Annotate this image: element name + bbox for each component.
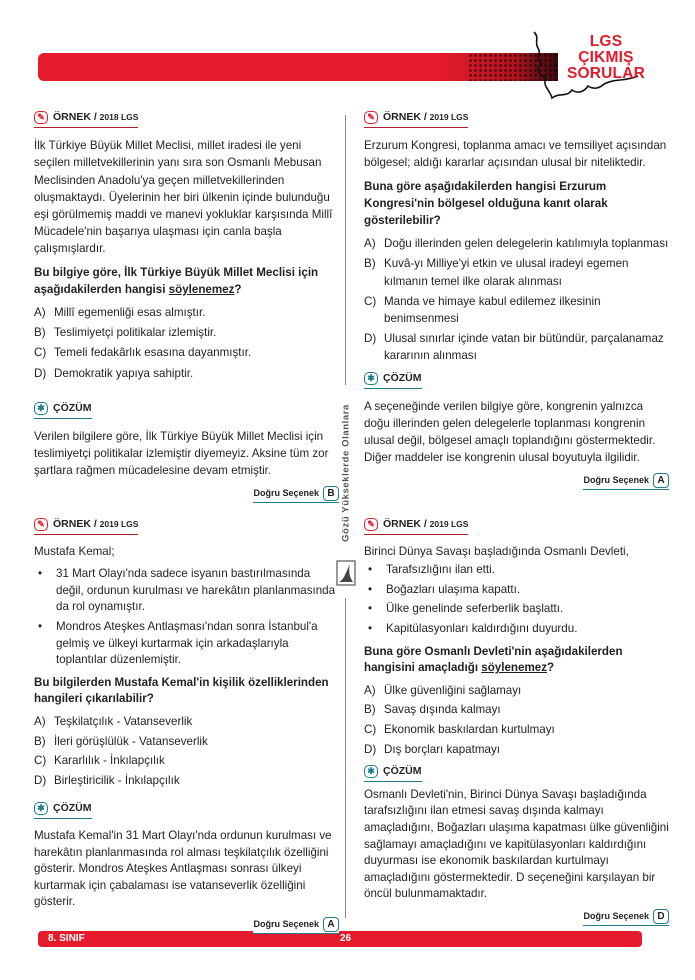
correct-answer [364,473,669,490]
example-card [364,108,669,490]
answer-badge: A [323,917,339,932]
option-b [34,324,339,341]
option-label: C) [34,346,47,360]
example-tag [34,516,138,535]
option-b [34,734,339,751]
column-divider [345,598,346,918]
question [364,644,669,677]
option-text: Kararlılık - İnkılapçılık [54,754,165,768]
header-banner [38,53,558,81]
premise-text: Boğazları ulaşıma kapattı. [386,582,521,596]
option-label: B) [34,734,46,748]
logo-line: LGS [589,33,623,50]
option-label: D) [34,773,47,787]
pin-icon: ✎ [34,111,48,124]
solution-title: ÇÖZÜM [53,401,92,414]
option-c [364,722,669,739]
option-a [364,235,669,252]
solution-tag [364,370,422,389]
option-label: B) [34,326,46,340]
question-text: Bu bilgilerden Mustafa Kemal'in kişilik özelliklerinden hangileri çıkarılabilir? [34,675,329,706]
option-c [34,344,339,361]
solution-title: ÇÖZÜM [53,802,92,815]
premise-item: • Tarafsızlığını ilan etti. [364,562,669,579]
option-d [34,365,339,382]
question-text: Bu bilgiye göre, İlk Türkiye Büyük Millet Meclisi için aşağıdakilerden hangisi [34,265,319,296]
side-slogan-text: Gözü Yükseklerde Olanlara [340,404,352,542]
grade-label: 8. SINIF [48,933,85,944]
option-text: Doğu illerinden gelen delegelerin katılımıyla toplanması [384,237,669,251]
option-c [364,293,669,327]
solution-tag [364,763,422,782]
option-c [34,753,339,770]
question-text: Buna göre aşağıdakilerden hangisi Erzurum Kongresi'nin bölgesel olduğuna kanıt olarak gösterilebilir? [364,179,608,228]
lightbulb-icon: ✱ [364,372,378,385]
option-label: B) [364,703,376,717]
question-emphasis: söylenemez [481,661,547,675]
example-tag [34,109,138,128]
premise-item: • Mondros Ateşkes Antlaşması'ndan sonra İstanbul'a gelmiş ve ülkeyi kurtarmak için arkadaşlarıyla toplantılar düzenlemiştir. [34,619,339,669]
example-intro: Birinci Dünya Savaşı başladığında Osmanlı Devleti, [364,544,629,558]
option-label: B) [364,257,376,271]
option-text: Ulusal sınırlar içinde vatan bir bütündür, parçalanamaz kararının alınması [384,332,664,363]
tag-year: 2018 LGS [99,112,139,122]
option-text: Manda ve himaye kabul edilemez ilkesinin benimsenmesi [384,294,601,326]
option-label: A) [34,306,46,320]
premise-item: • Kapitülasyonları kaldırdığını duyurdu. [364,621,669,638]
example-intro: Mustafa Kemal; [34,544,115,558]
pin-icon: ✎ [364,111,378,124]
tag-year: 2019 LGS [429,519,469,529]
answer-badge: B [323,486,339,501]
example-tag-label [53,516,138,533]
solution-text: Verilen bilgilere göre, İlk Türkiye Büyük Millet Meclisi için teslimiyetçi politikalar izlemiştir diyemeyiz. Aksine tüm zor şartlara rağmen mücadelesine devam etmiştir. [34,430,329,478]
solution-title: ÇÖZÜM [383,371,422,384]
option-label: D) [364,742,377,756]
solution-tag [34,800,92,819]
solution-text: A seçeneğinde verilen bilgiye göre, kongrenin yalnızca doğu illerinden gelen delegelerle toplanması kongrenin ulusal değil, bölgesel amaçlı toplandığını göstermektedir. Diğer maddeler ise kongrenin ulusal boyutuyla ilgilidir. [364,399,656,465]
question [364,178,669,230]
premise-list [364,562,669,637]
solution-text: Mustafa Kemal'in 31 Mart Olayı'nda ordunun kurulması ve harekâtın planlanmasında rol alması teşkilatçılık özelliğini gösterir. Mondros Ateşkes Antlaşması sonrası ülkeyi kurtarmak için çabalaması ise vatanseverlik özelliğini gösterir. [34,828,332,909]
option-text: Ülke güvenliğini sağlamayı [384,683,522,697]
answer-label: Doğru Seçenek [253,918,319,929]
premise-text: Mondros Ateşkes Antlaşması'ndan sonra İstanbul'a gelmiş ve ülkeyi kurtarmak için arkadaşlarıyla toplantılar düzenlemiştir. [56,619,318,667]
example-tag-label [53,109,138,126]
logo-line: ÇIKMIŞ [578,49,634,66]
option-label: A) [364,683,376,697]
option-text: İleri görüşlülük - Vatanseverlik [54,734,208,748]
page-number: 26 [340,933,352,944]
option-label: A) [364,237,376,251]
option-label: C) [364,722,377,736]
premise-item: • Boğazları ulaşıma kapattı. [364,582,669,599]
option-d [364,742,669,759]
logo-text [566,34,646,82]
option-label: D) [364,332,377,346]
correct-answer [34,486,339,503]
example-card [364,516,669,926]
option-b [364,702,669,719]
option-text: Savaş dışında kalmayı [384,703,501,717]
lightbulb-icon: ✱ [34,402,48,415]
option-a [364,683,669,700]
option-label: A) [34,714,46,728]
option-b [364,255,669,289]
option-a [34,304,339,321]
option-text: Ekonomik baskılardan kurtulmayı [384,722,555,736]
premise-text: Kapitülasyonları kaldırdığını duyurdu. [386,621,578,635]
premise-list [34,566,339,669]
answer-badge: D [653,909,669,924]
premise-text: Tarafsızlığını ilan etti. [386,563,495,577]
tag-main: ÖRNEK / [53,518,100,530]
option-text: Dış borçları kapatmayı [384,742,500,756]
example-tag-label [383,109,468,126]
solution-text: Osmanlı Devleti'nin, Birinci Dünya Savaşı başladığında tarafsızlığını ilan etmesi savaş dışında kalmayı amaçladığını, Boğazları ulaşıma kapatması ülke güvenliğini sağlamayı amaçladığını ve kapitülasyonları kaldırdığını duyurması ise ekonomik baskılardan kurtulmayı amaçladığını göstermektedir. D seçeneğini karşılayan bir öncül bulunmamaktadır. [364,787,669,901]
question-emphasis: söylenemez [168,282,235,296]
example-card [34,516,339,934]
premise-text: Ülke genelinde seferberlik başlattı. [386,602,564,616]
question-text: Buna göre Osmanlı Devleti'nin aşağıdakilerden hangisini amaçladığı [364,644,623,675]
option-label: C) [364,294,377,308]
premise-text: 31 Mart Olayı'nda sadece isyanın bastırılmasında değil, ordunun kurulması ve harekâtın planlanmasında da rol oynamıştır. [56,567,336,614]
option-label: C) [34,754,47,768]
solution-title: ÇÖZÜM [383,765,422,778]
option-text: Kuvâ-yı Milliye'yi etkin ve ulusal iradeyi egemen kılmanın temel ilke olarak alınması [384,257,629,288]
example-tag-label [383,516,468,533]
logo-line: SORULAR [566,65,646,82]
option-text: Demokratik yapıya sahiptir. [54,366,194,380]
tag-main: ÖRNEK / [383,111,430,123]
option-a [34,714,339,731]
option-d [364,330,669,364]
answer-label: Doğru Seçenek [583,474,649,485]
example-intro: Erzurum Kongresi, toplanma amacı ve temsiliyet açısından bölgesel; aldığı kararlar açısından ulusal bir niteliktedir. [364,139,667,170]
premise-item: • Ülke genelinde seferberlik başlattı. [364,601,669,618]
lightbulb-icon: ✱ [364,765,378,778]
answer-badge: A [653,473,669,488]
solution-tag [34,400,92,419]
pin-icon: ✎ [364,518,378,531]
column-divider [345,115,346,385]
option-text: Temeli fedakârlık esasına dayanmıştır. [54,346,252,360]
example-intro: İlk Türkiye Büyük Millet Meclisi, millet iradesi ile yeni seçilen milletvekillerinin yanı sıra son Osmanlı Mebusan Meclisinden Anadolu'ya geçen milletvekillerinden oluşmaktaydı. Üyelerinin her biri ülkenin içinde bulunduğu eşi görülmemiş maddi ve manevi yokluklar karşısında Millî Mücadele'nin başarıya ulaşması için canla başla çalışmışlardır. [34,139,333,256]
answer-label: Doğru Seçenek [583,910,649,921]
pin-icon: ✎ [34,518,48,531]
option-text: Teslimiyetçi politikalar izlemiştir. [54,326,217,340]
option-label: D) [34,366,47,380]
side-slogan [338,388,354,558]
lightbulb-icon: ✱ [34,802,48,815]
tag-year: 2019 LGS [429,112,469,122]
tag-main: ÖRNEK / [383,518,430,530]
example-tag [364,516,468,535]
option-d [34,773,339,790]
answer-label: Doğru Seçenek [253,487,319,498]
example-card [34,108,339,503]
option-text: Birleştiricilik - İnkılapçılık [54,773,180,787]
example-tag [364,109,468,128]
mountain-flag-icon [336,560,356,586]
question-mark: ? [547,661,555,675]
correct-answer [364,909,669,926]
tag-year: 2019 LGS [99,519,139,529]
question [34,675,339,708]
tag-main: ÖRNEK / [53,111,100,123]
question [34,264,339,298]
question-mark: ? [234,282,242,296]
premise-item: • 31 Mart Olayı'nda sadece isyanın bastırılmasında değil, ordunun kurulması ve harekâtın planlanmasında da rol oynamıştır. [34,566,339,616]
correct-answer [34,917,339,934]
option-text: Teşkilatçılık - Vatanseverlik [54,714,193,728]
option-text: Millî egemenliği esas almıştır. [54,306,206,320]
